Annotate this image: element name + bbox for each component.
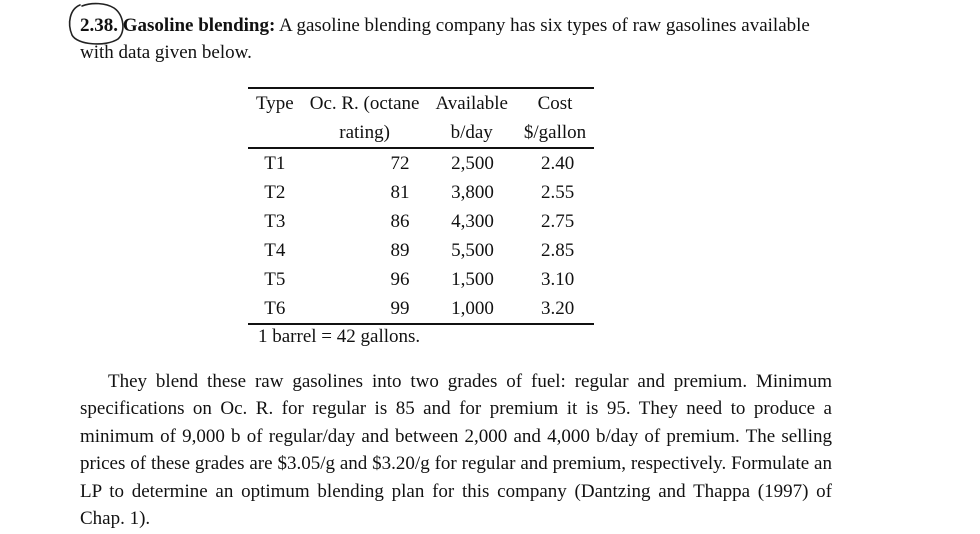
cell-cost: 2.55: [540, 182, 575, 203]
header-available-unit: b/day: [427, 118, 515, 148]
cell-type: T4: [264, 240, 286, 261]
cell-octane: 96: [390, 269, 410, 290]
table-header-row: [248, 88, 594, 118]
header-octane: Oc. R. (octane: [302, 88, 428, 118]
table-row: [248, 207, 594, 236]
table-row: [248, 236, 594, 265]
cell-cost: 3.10: [540, 269, 575, 290]
header-cost-unit: $/gallon: [516, 118, 594, 148]
cell-cost: 2.40: [540, 153, 575, 174]
cell-octane: 89: [390, 240, 410, 261]
cell-available: 4,300: [451, 211, 494, 232]
table-row: [248, 148, 594, 178]
cell-cost: 2.85: [540, 240, 575, 261]
cell-type: T2: [264, 182, 286, 203]
header-cost: Cost: [516, 88, 594, 118]
cell-octane: 72: [390, 153, 410, 174]
table-row: [248, 265, 594, 294]
table-footnote: 1 barrel = 42 gallons.: [258, 326, 421, 347]
header-type: Type: [248, 88, 302, 118]
table-row: [248, 178, 594, 207]
cell-available: 3,800: [451, 182, 494, 203]
cell-cost: 2.75: [540, 211, 575, 232]
problem-intro: A gasoline blending company has six types of raw gasolines available with data given below.: [80, 15, 810, 63]
table-header-row: [248, 118, 594, 148]
cell-type: T5: [264, 269, 286, 290]
cell-available: 1,000: [427, 294, 515, 324]
cell-type: T1: [264, 153, 286, 174]
cell-octane: 86: [390, 211, 410, 232]
header-octane-sub: rating): [302, 118, 428, 148]
cell-octane: 81: [390, 182, 410, 203]
problem-number-text: 2.38.: [80, 15, 118, 36]
cell-type: T3: [264, 211, 286, 232]
cell-type: T6: [248, 294, 302, 324]
header-available: Available: [427, 88, 515, 118]
gasoline-data-table: [248, 87, 594, 325]
problem-title: Gasoline blending:: [122, 15, 276, 36]
problem-header: [80, 12, 840, 66]
table-row: [248, 294, 594, 324]
cell-available: 2,500: [451, 153, 494, 174]
cell-octane: 99: [302, 294, 428, 324]
cell-available: 1,500: [451, 269, 494, 290]
problem-number: [80, 15, 123, 36]
cell-available: 5,500: [451, 240, 494, 261]
cell-cost: 3.20: [516, 294, 594, 324]
header-type-sub: [248, 118, 302, 148]
problem-body: They blend these raw gasolines into two grades of fuel: regular and premium. Minimum specifications on Oc. R. for regular is 85 and for premium it is 95. They need to produce a minimum of 9,000 b of regular/day and between 2,000 and 4,000 b/day of premium. The selling prices of these grades are $3.05/g and $3.20/g for regular and premium, respectively. Formulate an LP to determine an optimum blending plan for this company (Dantzing and Thappa (1997) of Chap. 1).: [80, 371, 832, 530]
